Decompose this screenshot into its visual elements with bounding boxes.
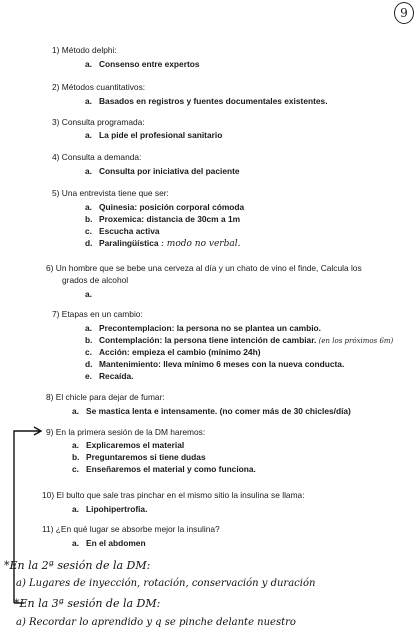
handwritten-line-2: a) Lugares de inyección, rotación, conservación y duración: [16, 578, 316, 589]
question-1: 1) Método delphi:: [52, 45, 117, 55]
q7-item-d: d. Mantenimiento: lleva mínimo 6 meses con la nueva conducta.: [85, 359, 345, 369]
answer-11: a. En el abdomen: [72, 538, 146, 548]
answer-1: a. Consenso entre expertos: [85, 59, 200, 69]
answer-2: a. Basados en registros y fuentes documentales existentes.: [85, 96, 328, 106]
question-7: 7) Etapas en un cambio:: [52, 309, 143, 319]
q9-item-b: b. Preguntaremos si tiene dudas: [72, 452, 206, 462]
handwritten-line-1: *En la 2ª sesión de la DM:: [4, 559, 151, 572]
page-number: 9: [394, 2, 414, 24]
q5-item-c: c. Escucha activa: [85, 226, 160, 236]
answer-6: a.: [85, 289, 92, 299]
handwritten-note-b: (en los próximos 6m): [318, 337, 394, 345]
q7-item-b: b. Contemplación: la persona tiene intención de cambiar. (en los próximos 6m): [85, 335, 394, 345]
answer-10: a. Lipohipertrofia.: [72, 504, 148, 514]
question-6-cont: grados de alcohol: [62, 275, 129, 285]
q7-item-c: c. Acción: empieza el cambio (mínimo 24h): [85, 347, 261, 357]
answer-8: a. Se mastica lenta e intensamente. (no comer más de 30 chicles/día): [72, 406, 351, 416]
q7-item-a: a. Precontemplacion: la persona no se plantea un cambio.: [85, 323, 321, 333]
answer-3: a. La pide el profesional sanitario: [85, 130, 223, 140]
q7-item-e: e. Recaída.: [85, 371, 134, 381]
answer-4: a. Consulta por iniciativa del paciente: [85, 166, 240, 176]
handwritten-note-d: : modo no verbal.: [160, 239, 241, 249]
question-3: 3) Consulta programada:: [52, 117, 145, 127]
question-8: 8) El chicle para dejar de fumar:: [46, 392, 165, 402]
q5-item-d: d. Paralingüística : modo no verbal.: [85, 238, 241, 249]
q5-item-b: b. Proxemica: distancia de 30cm a 1m: [85, 214, 241, 224]
q9-item-c: c. Enseñaremos el material y como funciona.: [72, 464, 256, 474]
q9-item-a: a. Explicaremos el material: [72, 440, 185, 450]
question-9: 9) En la primera sesión de la DM haremos:: [46, 427, 206, 437]
question-6: 6) Un hombre que se bebe una cerveza al día y un chato de vino el finde, Calcula los: [46, 263, 362, 273]
question-5: 5) Una entrevista tiene que ser:: [52, 188, 169, 198]
handwritten-line-3: *En la 3ª sesión de la DM:: [14, 597, 161, 610]
question-2: 2) Métodos cuantitativos:: [52, 82, 146, 92]
question-11: 11) ¿En qué lugar se absorbe mejor la insulina?: [42, 524, 220, 534]
question-4: 4) Consulta a demanda:: [52, 152, 142, 162]
q5-item-a: a. Quinesia: posición corporal cómoda: [85, 202, 245, 212]
question-10: 10) El bulto que sale tras pinchar en el mismo sitio la insulina se llama:: [42, 490, 305, 500]
handwritten-line-4: a) Recordar lo aprendido y q se pinche delante nuestro: [16, 617, 296, 628]
